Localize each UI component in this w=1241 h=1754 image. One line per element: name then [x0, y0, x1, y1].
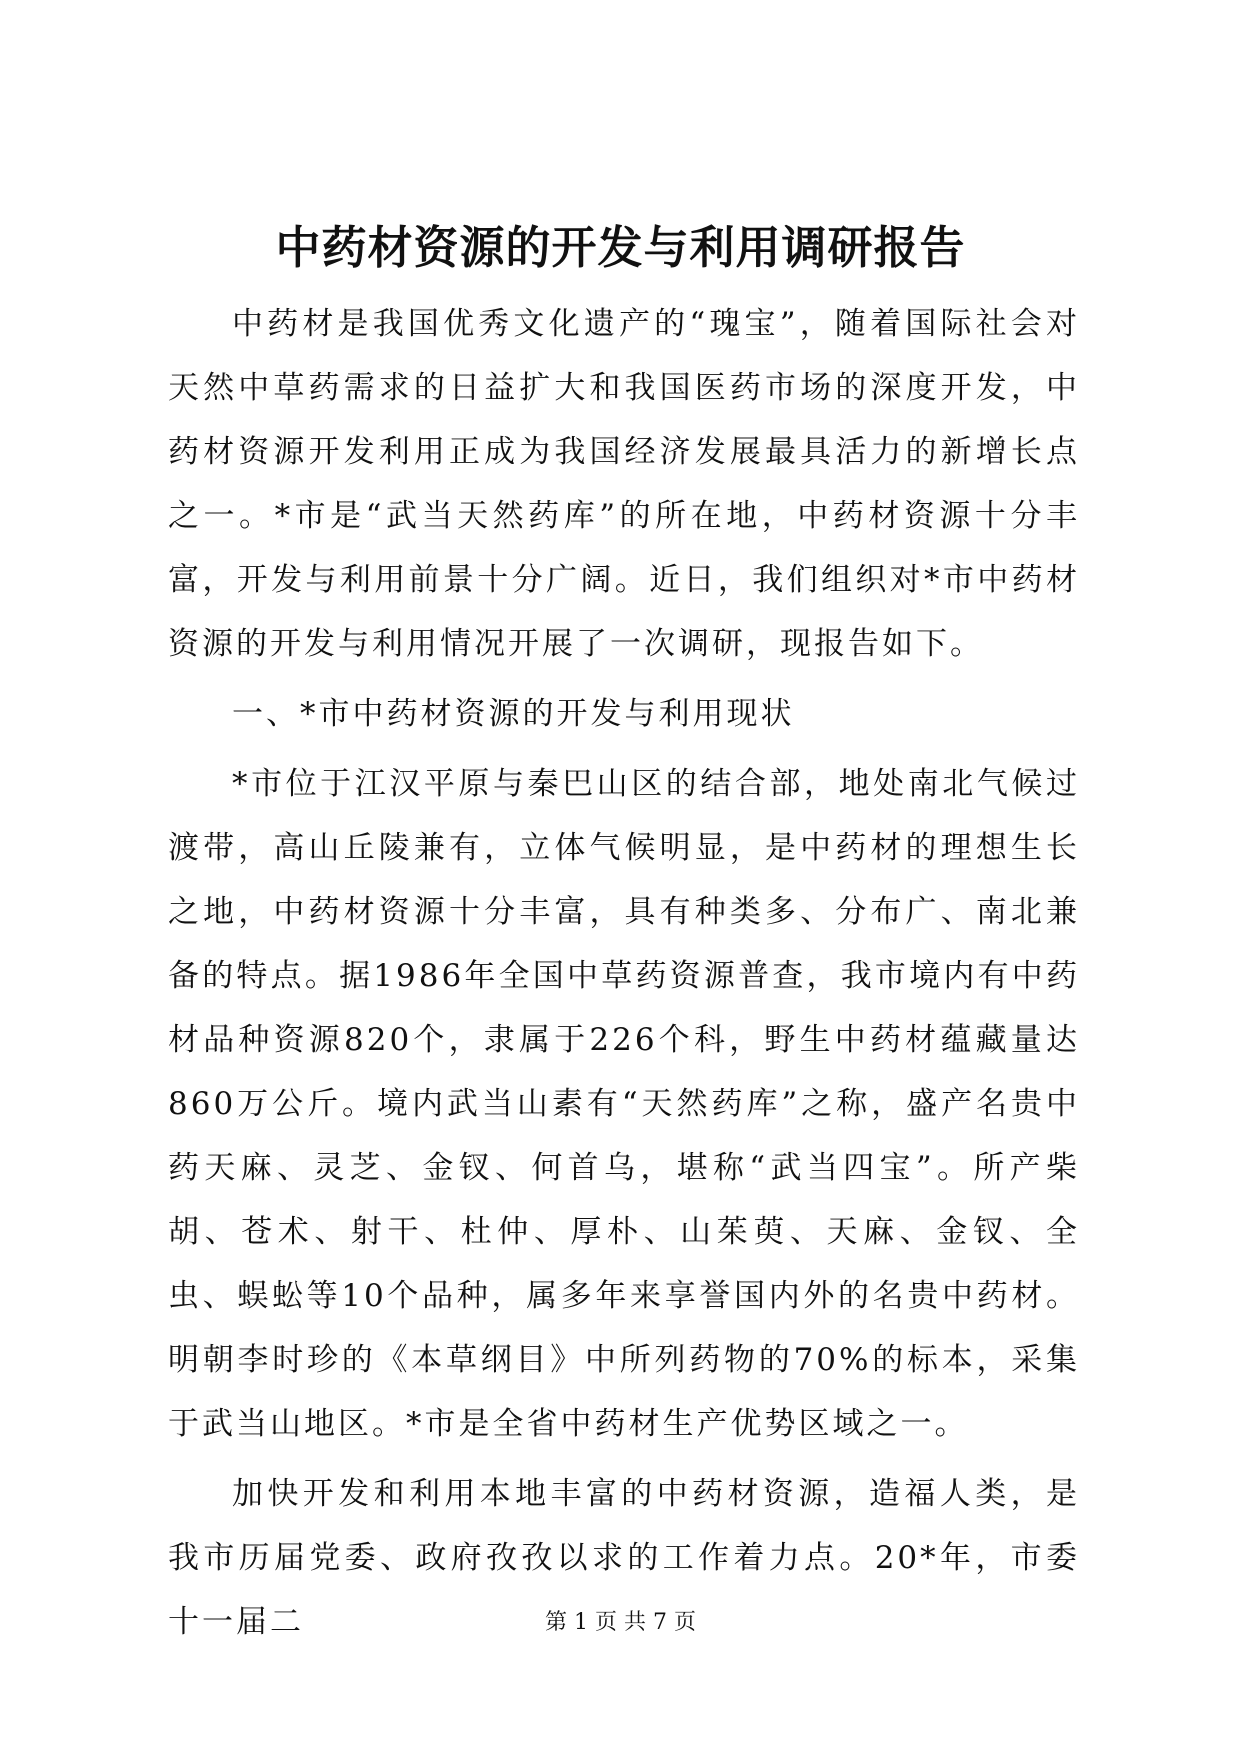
- section-heading: 一、*市中药材资源的开发与利用现状: [232, 696, 795, 732]
- paragraph-status: *市位于江汉平原与秦巴山区的结合部，地处南北气候过渡带，高山丘陵兼有，立体气候明显，是中药材的理想生长之地，中药材资源十分丰富，具有种类多、分布广、南北兼备的特点。据1986年全国中草药资源普查，我市境内有中药材品种资源820个，隶属于226个科，野生中药材蕴藏量达860万公斤。境内武当山素有“天然药库”之称，盛产名贵中药天麻、灵芝、金钗、何首乌，堪称“武当四宝”。所产柴胡、苍术、射干、杜仲、厚朴、山茱萸、天麻、金钗、全虫、蜈蚣等10个品种，属多年来享誉国内外的名贵中药材。明朝李时珍的《本草纲目》中所列药物的70%的标本，采集于武当山地区。*市是全省中药材生产优势区域之一。: [168, 766, 1080, 1442]
- document-title: 中药材资源的开发与利用调研报告: [275, 221, 966, 274]
- paragraph-development: 加快开发和利用本地丰富的中药材资源，造福人类，是我市历届党委、政府孜孜以求的工作着力点。20*年，市委十一届二: [168, 1476, 1080, 1640]
- page-footer: 第 1 页 共 7 页: [545, 1610, 696, 1635]
- paragraph-intro: 中药材是我国优秀文化遗产的“瑰宝”，随着国际社会对天然中草药需求的日益扩大和我国医药市场的深度开发，中药材资源开发利用正成为我国经济发展最具活力的新增长点之一。*市是“武当天然药库”的所在地，中药材资源十分丰富，开发与利用前景十分广阔。近日，我们组织对*市中药材资源的开发与利用情况开展了一次调研，现报告如下。: [168, 306, 1080, 662]
- document-body: [168, 292, 1080, 1660]
